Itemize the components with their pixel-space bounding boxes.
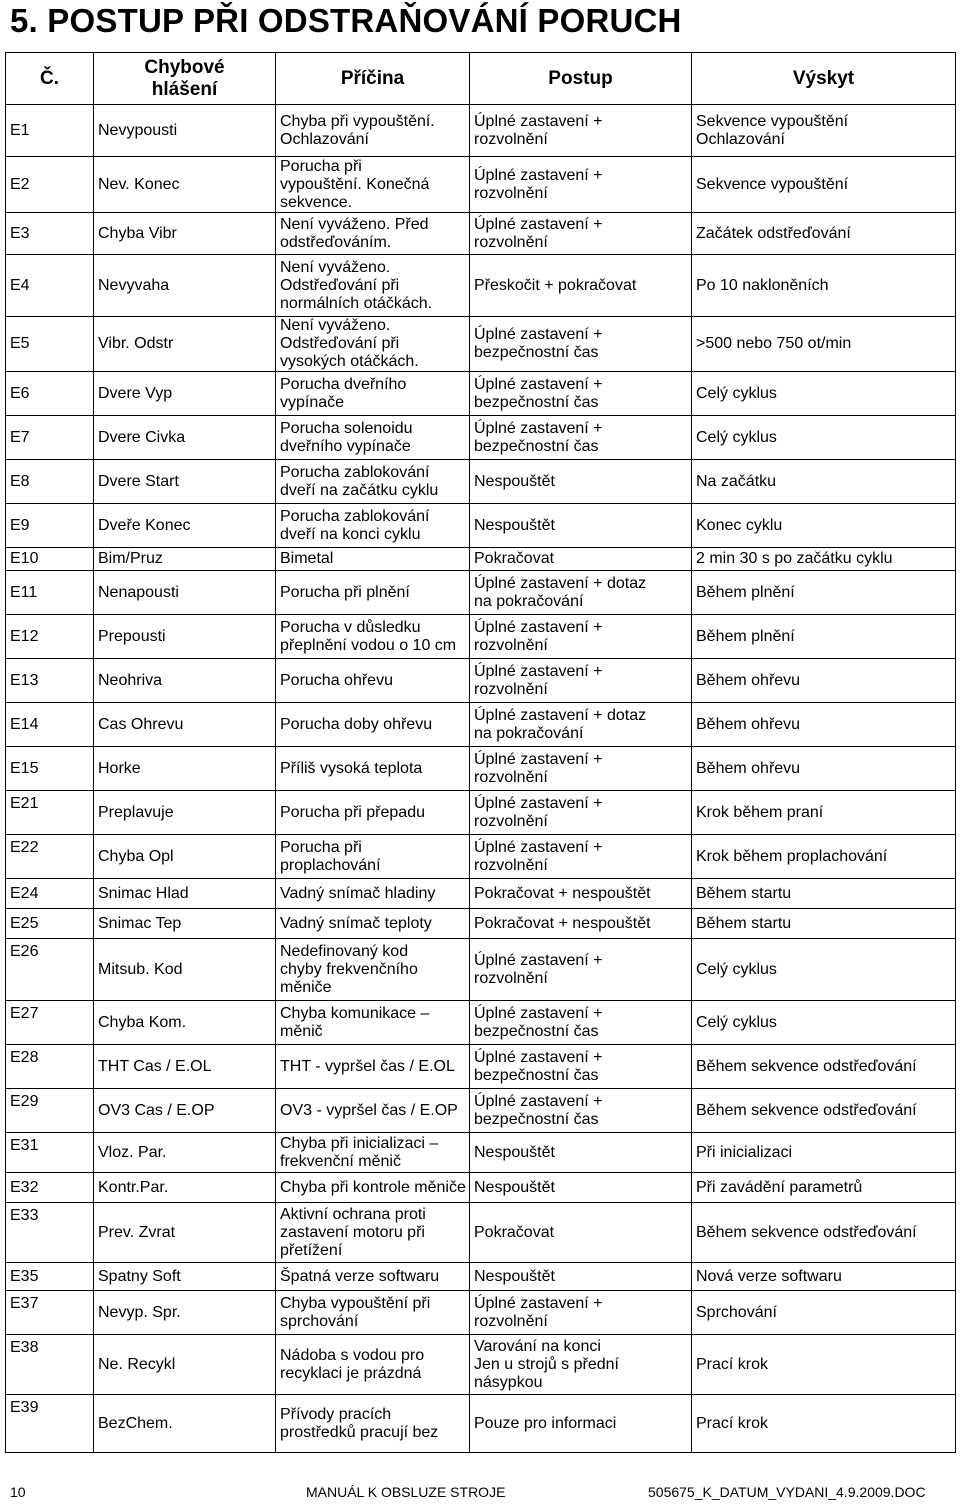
code-cell: E8	[6, 460, 94, 504]
table-row	[6, 105, 956, 157]
code-cell: E12	[6, 615, 94, 659]
table-row	[6, 1263, 956, 1291]
code-cell: E28	[6, 1045, 94, 1089]
procedure-cell: Úplné zastavení + rozvolnění	[470, 615, 692, 659]
table-row	[6, 1133, 956, 1173]
code-cell: E14	[6, 703, 94, 747]
code-cell: E21	[6, 791, 94, 835]
procedure-cell: Přeskočit + pokračovat	[470, 255, 692, 317]
table-row	[6, 909, 956, 939]
code-cell: E15	[6, 747, 94, 791]
occurrence-cell: Sekvence vypouštění Ochlazování	[692, 105, 956, 157]
occurrence-cell: Celý cyklus	[692, 939, 956, 1001]
message-cell: Dvere Start	[94, 460, 276, 504]
occurrence-cell: Konec cyklu	[692, 504, 956, 548]
message-cell: Neohriva	[94, 659, 276, 703]
procedure-cell: Pokračovat	[470, 1203, 692, 1263]
code-cell: E32	[6, 1173, 94, 1203]
procedure-cell: Varování na konci Jen u strojů s přední násypkou	[470, 1335, 692, 1395]
code-cell: E37	[6, 1291, 94, 1335]
message-cell: Kontr.Par.	[94, 1173, 276, 1203]
occurrence-cell: Během sekvence odstřeďování	[692, 1045, 956, 1089]
cause-cell: Špatná verze softwaru	[276, 1263, 470, 1291]
table-row	[6, 213, 956, 255]
cause-cell: Porucha při vypouštění. Konečná sekvence.	[276, 157, 470, 213]
code-cell: E31	[6, 1133, 94, 1173]
occurrence-cell: Při inicializaci	[692, 1133, 956, 1173]
procedure-cell: Úplné zastavení + dotaz na pokračování	[470, 703, 692, 747]
procedure-cell: Úplné zastavení + rozvolnění	[470, 791, 692, 835]
table-row	[6, 879, 956, 909]
table-row	[6, 791, 956, 835]
message-cell: Nev. Konec	[94, 157, 276, 213]
footer-doc-id: 505675_K_DATUM_VYDANI_4.9.2009.DOC	[648, 1484, 926, 1500]
code-cell: E10	[6, 548, 94, 571]
cause-cell: Porucha solenoidu dveřního vypínače	[276, 416, 470, 460]
table-row	[6, 835, 956, 879]
message-cell: Chyba Vibr	[94, 213, 276, 255]
table-row	[6, 317, 956, 372]
code-cell: E35	[6, 1263, 94, 1291]
header-procedure: Postup	[470, 53, 692, 105]
message-cell: Prev. Zvrat	[94, 1203, 276, 1263]
table-row	[6, 157, 956, 213]
occurrence-cell: Během ohřevu	[692, 747, 956, 791]
procedure-cell: Úplné zastavení + rozvolnění	[470, 1291, 692, 1335]
message-cell: Dvere Vyp	[94, 372, 276, 416]
procedure-cell: Nespouštět	[470, 1263, 692, 1291]
message-cell: OV3 Cas / E.OP	[94, 1089, 276, 1133]
occurrence-cell: Během sekvence odstřeďování	[692, 1203, 956, 1263]
code-cell: E6	[6, 372, 94, 416]
table-row	[6, 416, 956, 460]
message-cell: Bim/Pruz	[94, 548, 276, 571]
cause-cell: Porucha zablokování dveří na začátku cyklu	[276, 460, 470, 504]
cause-cell: Chyba komunikace – měnič	[276, 1001, 470, 1045]
table-row	[6, 747, 956, 791]
code-cell: E5	[6, 317, 94, 372]
occurrence-cell: Sekvence vypouštění	[692, 157, 956, 213]
code-cell: E7	[6, 416, 94, 460]
cause-cell: Chyba při vypouštění. Ochlazování	[276, 105, 470, 157]
header-message: Chybové hlášení	[94, 53, 276, 105]
procedure-cell: Úplné zastavení + rozvolnění	[470, 835, 692, 879]
cause-cell: Porucha ohřevu	[276, 659, 470, 703]
table-row	[6, 703, 956, 747]
code-cell: E13	[6, 659, 94, 703]
message-cell: Nevypousti	[94, 105, 276, 157]
occurrence-cell: Během ohřevu	[692, 703, 956, 747]
cause-cell: Porucha dveřního vypínače	[276, 372, 470, 416]
code-cell: E22	[6, 835, 94, 879]
table-row	[6, 1089, 956, 1133]
table-row	[6, 659, 956, 703]
occurrence-cell: Během startu	[692, 879, 956, 909]
occurrence-cell: Prací krok	[692, 1395, 956, 1453]
procedure-cell: Úplné zastavení + rozvolnění	[470, 157, 692, 213]
table-header-row	[6, 53, 956, 105]
procedure-cell: Úplné zastavení + bezpečnostní čas	[470, 1045, 692, 1089]
occurrence-cell: >500 nebo 750 ot/min	[692, 317, 956, 372]
cause-cell: Porucha v důsledku přeplnění vodou o 10 cm	[276, 615, 470, 659]
procedure-cell: Úplné zastavení + bezpečnostní čas	[470, 1089, 692, 1133]
message-cell: Chyba Opl	[94, 835, 276, 879]
footer-page-number: 10	[10, 1484, 26, 1500]
message-cell: Cas Ohrevu	[94, 703, 276, 747]
message-cell: Preplavuje	[94, 791, 276, 835]
occurrence-cell: Během plnění	[692, 571, 956, 615]
cause-cell: Porucha doby ohřevu	[276, 703, 470, 747]
table-row	[6, 1045, 956, 1089]
message-cell: Horke	[94, 747, 276, 791]
table-row	[6, 1395, 956, 1453]
occurrence-cell: Na začátku	[692, 460, 956, 504]
procedure-cell: Úplné zastavení + rozvolnění	[470, 659, 692, 703]
message-cell: Snimac Tep	[94, 909, 276, 939]
code-cell: E26	[6, 939, 94, 1001]
table-row	[6, 1001, 956, 1045]
fault-table	[5, 52, 956, 1453]
cause-cell: Porucha při proplachování	[276, 835, 470, 879]
table-row	[6, 939, 956, 1001]
occurrence-cell: Po 10 nakloněních	[692, 255, 956, 317]
code-cell: E11	[6, 571, 94, 615]
occurrence-cell: Během ohřevu	[692, 659, 956, 703]
code-cell: E29	[6, 1089, 94, 1133]
cause-cell: Bimetal	[276, 548, 470, 571]
code-cell: E4	[6, 255, 94, 317]
footer-manual-title: MANUÁL K OBSLUZE STROJE	[306, 1484, 506, 1500]
procedure-cell: Pouze pro informaci	[470, 1395, 692, 1453]
table-row	[6, 372, 956, 416]
occurrence-cell: Krok během praní	[692, 791, 956, 835]
procedure-cell: Úplné zastavení + dotaz na pokračování	[470, 571, 692, 615]
table-row	[6, 504, 956, 548]
occurrence-cell: Během plnění	[692, 615, 956, 659]
header-cause: Příčina	[276, 53, 470, 105]
page-title: 5. POSTUP PŘI ODSTRAŇOVÁNÍ PORUCH	[10, 2, 682, 39]
code-cell: E2	[6, 157, 94, 213]
message-cell: Ne. Recykl	[94, 1335, 276, 1395]
table-row	[6, 1291, 956, 1335]
code-cell: E1	[6, 105, 94, 157]
occurrence-cell: Začátek odstřeďování	[692, 213, 956, 255]
cause-cell: Není vyváženo. Odstřeďování při vysokých otáčkách.	[276, 317, 470, 372]
table-row	[6, 1173, 956, 1203]
message-cell: Snimac Hlad	[94, 879, 276, 909]
procedure-cell: Pokračovat + nespouštět	[470, 879, 692, 909]
cause-cell: Vadný snímač teploty	[276, 909, 470, 939]
code-cell: E39	[6, 1395, 94, 1453]
table-body	[6, 105, 956, 1453]
message-cell: Prepousti	[94, 615, 276, 659]
message-cell: Nevyp. Spr.	[94, 1291, 276, 1335]
table-row	[6, 615, 956, 659]
code-cell: E27	[6, 1001, 94, 1045]
fault-table-container	[5, 52, 955, 1453]
cause-cell: THT - vypršel čas / E.OL	[276, 1045, 470, 1089]
cause-cell: Chyba vypouštění při sprchování	[276, 1291, 470, 1335]
cause-cell: Porucha při plnění	[276, 571, 470, 615]
occurrence-cell: Během startu	[692, 909, 956, 939]
cause-cell: Chyba při inicializaci – frekvenční měnič	[276, 1133, 470, 1173]
procedure-cell: Úplné zastavení + bezpečnostní čas	[470, 372, 692, 416]
cause-cell: Není vyváženo. Odstřeďování při normálních otáčkách.	[276, 255, 470, 317]
message-cell: THT Cas / E.OL	[94, 1045, 276, 1089]
message-cell: Mitsub. Kod	[94, 939, 276, 1001]
cause-cell: Přívody pracích prostředků pracují bez	[276, 1395, 470, 1453]
message-cell: BezChem.	[94, 1395, 276, 1453]
procedure-cell: Nespouštět	[470, 504, 692, 548]
table-row	[6, 571, 956, 615]
procedure-cell: Úplné zastavení + rozvolnění	[470, 213, 692, 255]
occurrence-cell: Celý cyklus	[692, 1001, 956, 1045]
cause-cell: Chyba při kontrole měniče	[276, 1173, 470, 1203]
occurrence-cell: Prací krok	[692, 1335, 956, 1395]
procedure-cell: Úplné zastavení + bezpečnostní čas	[470, 317, 692, 372]
procedure-cell: Úplné zastavení + rozvolnění	[470, 939, 692, 1001]
message-cell: Vloz. Par.	[94, 1133, 276, 1173]
occurrence-cell: Celý cyklus	[692, 416, 956, 460]
procedure-cell: Pokračovat + nespouštět	[470, 909, 692, 939]
occurrence-cell: Nová verze softwaru	[692, 1263, 956, 1291]
cause-cell: OV3 - vypršel čas / E.OP	[276, 1089, 470, 1133]
header-code: Č.	[6, 53, 94, 105]
header-occurrence: Výskyt	[692, 53, 956, 105]
message-cell: Vibr. Odstr	[94, 317, 276, 372]
occurrence-cell: Celý cyklus	[692, 372, 956, 416]
occurrence-cell: Krok během proplachování	[692, 835, 956, 879]
code-cell: E9	[6, 504, 94, 548]
cause-cell: Aktivní ochrana proti zastavení motoru při přetížení	[276, 1203, 470, 1263]
procedure-cell: Nespouštět	[470, 1173, 692, 1203]
table-row	[6, 255, 956, 317]
table-row	[6, 1203, 956, 1263]
procedure-cell: Pokračovat	[470, 548, 692, 571]
procedure-cell: Úplné zastavení + rozvolnění	[470, 747, 692, 791]
cause-cell: Není vyváženo. Před odstřeďováním.	[276, 213, 470, 255]
table-row	[6, 1335, 956, 1395]
table-row	[6, 460, 956, 504]
occurrence-cell: Při zavádění parametrů	[692, 1173, 956, 1203]
table-row	[6, 548, 956, 571]
code-cell: E3	[6, 213, 94, 255]
code-cell: E24	[6, 879, 94, 909]
occurrence-cell: Sprchování	[692, 1291, 956, 1335]
occurrence-cell: Během sekvence odstřeďování	[692, 1089, 956, 1133]
code-cell: E38	[6, 1335, 94, 1395]
message-cell: Nevyvaha	[94, 255, 276, 317]
cause-cell: Příliš vysoká teplota	[276, 747, 470, 791]
message-cell: Nenapousti	[94, 571, 276, 615]
occurrence-cell: 2 min 30 s po začátku cyklu	[692, 548, 956, 571]
cause-cell: Porucha zablokování dveří na konci cyklu	[276, 504, 470, 548]
cause-cell: Vadný snímač hladiny	[276, 879, 470, 909]
procedure-cell: Úplné zastavení + bezpečnostní čas	[470, 1001, 692, 1045]
message-cell: Dvere Civka	[94, 416, 276, 460]
procedure-cell: Úplné zastavení + bezpečnostní čas	[470, 416, 692, 460]
cause-cell: Nedefinovaný kod chyby frekvenčního měniče	[276, 939, 470, 1001]
code-cell: E25	[6, 909, 94, 939]
cause-cell: Nádoba s vodou pro recyklaci je prázdná	[276, 1335, 470, 1395]
procedure-cell: Nespouštět	[470, 460, 692, 504]
procedure-cell: Nespouštět	[470, 1133, 692, 1173]
procedure-cell: Úplné zastavení + rozvolnění	[470, 105, 692, 157]
message-cell: Dveře Konec	[94, 504, 276, 548]
cause-cell: Porucha při přepadu	[276, 791, 470, 835]
message-cell: Spatny Soft	[94, 1263, 276, 1291]
message-cell: Chyba Kom.	[94, 1001, 276, 1045]
code-cell: E33	[6, 1203, 94, 1263]
